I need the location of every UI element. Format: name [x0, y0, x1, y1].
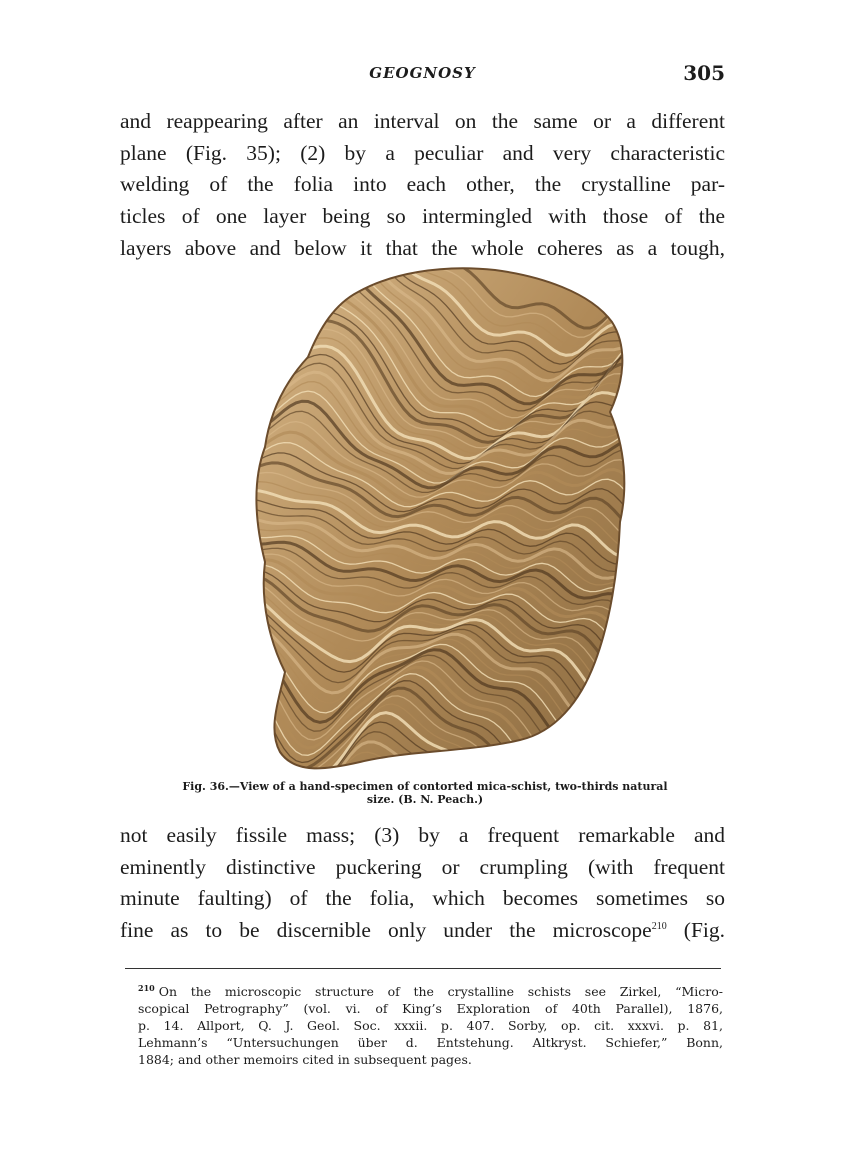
footnote-line: scopical Petrography” (vol. vi. of King’s Exploration of 40th Parallel), 1876,: [138, 1001, 723, 1017]
text-line: and reappearing after an interval on the same or a different: [120, 109, 725, 133]
text-line: eminently distinctive puckering or crumpling (with frequent: [120, 854, 725, 879]
footnote-reference[interactable]: 210: [651, 920, 667, 932]
paragraph-top: [120, 106, 725, 264]
footnote-text: On the microscopic structure of the crystalline schists see Zirkel, “Micro-: [158, 984, 723, 1000]
text-line: not easily fissile mass; (3) by a frequent remarkable and: [120, 823, 725, 847]
text-fragment: fine as to be discernible only under the microscope: [120, 918, 652, 943]
text-line: plane (Fig. 35); (2) by a peculiar and very characteristic: [120, 140, 725, 165]
paragraph-bottom: [120, 820, 725, 947]
footnote-line: 1884; and other memoirs cited in subsequent pages.: [138, 1052, 472, 1068]
text-fragment: (Fig.: [666, 918, 725, 943]
footnote-line: p. 14. Allport, Q. J. Geol. Soc. xxxii. p. 407. Sorby, op. cit. xxxvi. p. 81,: [138, 1018, 723, 1034]
text-line: ticles of one layer being so intermingled with those of the: [120, 204, 725, 229]
text-line: layers above and below it that the whole coheres as a tough,: [120, 235, 725, 260]
mica-schist-specimen-illustration: [240, 262, 630, 782]
footnote-marker: 210: [138, 983, 155, 993]
figure-caption: [125, 780, 725, 806]
running-head: [120, 61, 725, 88]
text-line: minute faulting) of the folia, which becomes sometimes so: [120, 886, 725, 911]
caption-line: size. (B. N. Peach.): [366, 793, 484, 806]
footnote-line: Lehmann’s “Untersuchungen über d. Entstehung. Altkryst. Schiefer,” Bonn,: [138, 1035, 723, 1051]
specimen-figure: [240, 262, 630, 782]
text-line: welding of the folia into each other, the crystalline par-: [120, 172, 725, 197]
footnote-line: [138, 980, 723, 1000]
text-line-last: [120, 915, 725, 947]
running-title: GEOGNOSY: [369, 64, 476, 82]
page-number: 305: [683, 61, 725, 85]
caption-line: Fig. 36.—View of a hand-specimen of contorted mica-schist, two-thirds natural: [182, 780, 668, 793]
footnote-divider: [125, 968, 721, 969]
footnote: [138, 980, 723, 1068]
